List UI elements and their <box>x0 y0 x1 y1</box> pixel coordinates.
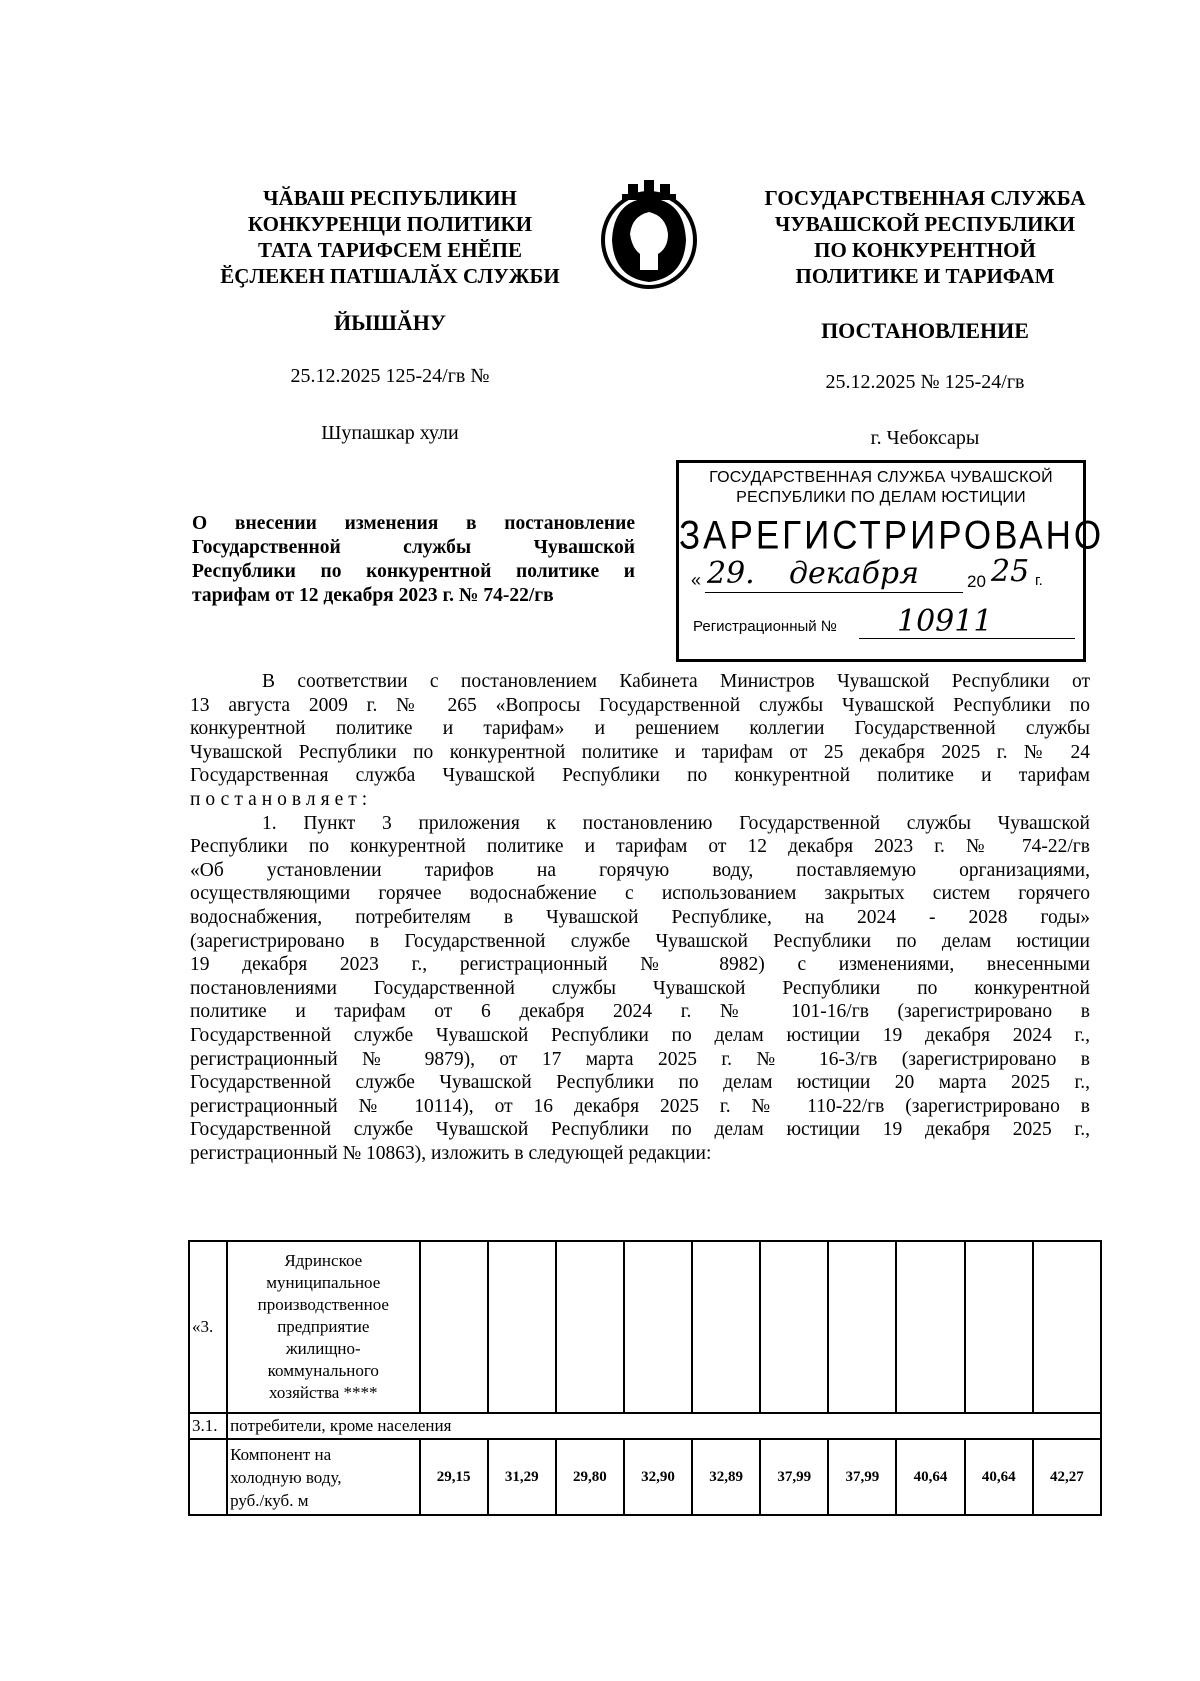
tariff-value: 40,64 <box>896 1439 964 1515</box>
stamp-year-mark: г. <box>1035 572 1043 589</box>
tariff-table <box>188 1240 1102 1516</box>
component-label-line: холодную воду, <box>230 1467 342 1487</box>
sub-number: 3.1. <box>189 1413 227 1439</box>
stamp-quote: « <box>691 570 702 590</box>
body-line: 19 декабря 2023 г., регистрационный № 8982) с изменениями, внесенными <box>190 954 1090 976</box>
header-left-line: КОНКУРЕНЦИ ПОЛИТИКИ <box>247 212 533 236</box>
org-name-line: предприятие <box>277 1317 370 1336</box>
body-line: Республики по конкурентной политике и тарифам от 12 декабря 2023 г. № 74-22/гв <box>190 836 1090 858</box>
subject-line: тарифам от 12 декабря 2023 г. № 74-22/гв <box>192 585 554 606</box>
subject-line: Государственной службы Чувашской <box>192 537 635 558</box>
table-row <box>189 1241 1101 1413</box>
body-line: конкурентной политике и тарифам» и решением коллегии Государственной службы <box>190 718 1090 740</box>
org-name-cell <box>227 1241 419 1413</box>
stamp-registered: ЗАРЕГИСТРИРОВАНО <box>679 513 1105 558</box>
tariff-value: 37,99 <box>760 1439 828 1515</box>
doc-type-right: ПОСТАНОВЛЕНИЕ <box>821 318 1029 343</box>
body-line: (зарегистрировано в Государственной службе Чувашской Республики по делам юстиции <box>190 930 1090 952</box>
body-line: водоснабжения, потребителям в Чувашской Республике, на 2024 - 2028 годы» <box>190 906 1090 928</box>
body-line: политике и тарифам от 6 декабря 2024 г. № 101-16/гв (зарегистрировано в <box>190 1001 1090 1023</box>
component-label-line: Компонент на <box>230 1444 332 1464</box>
header-left-line: ЧӐВАШ РЕСПУБЛИКИН <box>263 186 517 210</box>
sub-label: потребители, кроме населения <box>227 1413 1101 1439</box>
stamp-year-suffix: 25 <box>991 554 1030 589</box>
org-name-line: производственное <box>257 1295 389 1314</box>
row-number: «3. <box>189 1241 227 1413</box>
date-number-left: 25.12.2025 125-24/гв № <box>290 365 490 387</box>
table-cell <box>828 1241 896 1413</box>
header-right-line: ГОСУДАРСТВЕННАЯ СЛУЖБА <box>764 186 1086 210</box>
stamp-reg-row <box>679 604 1083 644</box>
table-cell <box>692 1241 760 1413</box>
org-name-line: коммунального <box>267 1361 379 1380</box>
stamp-org-line: ГОСУДАРСТВЕННАЯ СЛУЖБА ЧУВАШСКОЙ <box>709 469 1053 486</box>
tariff-value: 29,80 <box>556 1439 624 1515</box>
table-cell <box>488 1241 556 1413</box>
stamp-month: декабря <box>789 556 919 591</box>
tariff-value: 40,64 <box>965 1439 1033 1515</box>
body-line: 1. Пункт 3 приложения к постановлению Государственной службы Чувашской <box>262 812 1090 834</box>
body-line: Чувашской Республики по конкурентной политике и тарифам от 25 декабря 2025 г. № 24 <box>190 741 1090 763</box>
org-name-line: Ядринское <box>284 1251 363 1270</box>
body-line: осуществляющими горячее водоснабжение с использованием закрытых систем горячего <box>190 883 1090 905</box>
header-right-line: ПОЛИТИКЕ И ТАРИФАМ <box>795 264 1055 288</box>
body-line: регистрационный № 10114), от 16 декабря 2025 г. № 110-22/гв (зарегистрировано в <box>190 1095 1090 1117</box>
header-right-line: ЧУВАШСКОЙ РЕСПУБЛИКИ <box>774 212 1076 236</box>
subject-line: О внесении изменения в постановление <box>192 513 635 534</box>
body-line: Государственная служба Чувашской Республики по конкурентной политике и тарифам <box>190 765 1090 787</box>
document-body <box>190 670 1090 1165</box>
stamp-day: 29. <box>707 556 755 591</box>
body-line: Государственной службе Чувашской Республики по делам юстиции 19 декабря 2025 г., <box>190 1119 1090 1141</box>
table-cell <box>189 1439 227 1515</box>
org-name-line: жилищно- <box>285 1339 361 1358</box>
table-cell <box>896 1241 964 1413</box>
body-line: Государственной службе Чувашской Республики по делам юстиции 19 декабря 2024 г., <box>190 1024 1090 1046</box>
date-number-right: 25.12.2025 № 125-24/гв <box>825 371 1025 393</box>
stamp-reg-number: 10911 <box>897 604 993 639</box>
stamp-date-row <box>679 554 1083 598</box>
city-left: Шупашкар хули <box>321 422 459 444</box>
tariff-value: 32,89 <box>692 1439 760 1515</box>
doc-type-left: ЙЫШӐНУ <box>333 310 447 335</box>
header-left-line: ТАТА ТАРИФСЕМ ЕНӖПЕ <box>258 238 522 262</box>
table-cell <box>1033 1241 1101 1413</box>
body-line: Государственной службе Чувашской Республики по делам юстиции 20 марта 2025 г., <box>190 1072 1090 1094</box>
body-line: регистрационный № 10863), изложить в следующей редакции: <box>190 1142 712 1164</box>
header-right-line: ПО КОНКУРЕНТНОЙ <box>814 238 1036 262</box>
org-name-line: хозяйства **** <box>269 1383 378 1402</box>
stamp-reg-underline <box>859 638 1075 639</box>
table-row <box>189 1413 1101 1439</box>
tariff-value: 42,27 <box>1033 1439 1101 1515</box>
body-line: 13 августа 2009 г. № 265 «Вопросы Государственной службы Чувашской Республики по <box>190 694 1090 716</box>
body-line: В соответствии с постановлением Кабинета Министров Чувашской Республики от <box>262 671 1090 692</box>
header-left-line: ӖҪЛЕКЕН ПАТШАЛӐХ СЛУЖБИ <box>220 264 560 288</box>
table-row <box>189 1439 1101 1515</box>
city-right: г. Чебоксары <box>870 427 980 449</box>
table-cell <box>624 1241 692 1413</box>
body-line: постановлениями Государственной службы Чувашской Республики по конкурентной <box>190 977 1090 999</box>
table-cell <box>420 1241 488 1413</box>
header-right <box>725 185 1125 289</box>
subject-line: Республики по конкурентной политике и <box>192 561 635 582</box>
body-line: «Об установлении тарифов на горячую воду, поставляемую организациями, <box>190 859 1090 881</box>
body-line: регистрационный № 9879), от 17 марта 2025 г. № 16-3/гв (зарегистрировано в <box>190 1048 1090 1070</box>
registration-stamp <box>676 460 1105 662</box>
table-cell <box>556 1241 624 1413</box>
tariff-value: 29,15 <box>420 1439 488 1515</box>
header-left <box>215 185 565 289</box>
document-subject <box>192 512 635 608</box>
tariff-value: 32,90 <box>624 1439 692 1515</box>
component-label-line: руб./куб. м <box>230 1490 309 1510</box>
table-cell <box>760 1241 828 1413</box>
chuvash-emblem-icon <box>598 178 700 290</box>
tariff-value: 37,99 <box>828 1439 896 1515</box>
stamp-underline <box>705 592 963 593</box>
stamp-reg-label: Регистрационный № <box>693 618 837 635</box>
stamp-year-prefix: 20 <box>967 572 986 591</box>
body-resolves: постановляет: <box>190 788 373 810</box>
component-label <box>227 1439 419 1515</box>
table-cell <box>965 1241 1033 1413</box>
tariff-value: 31,29 <box>488 1439 556 1515</box>
org-name-line: муниципальное <box>266 1273 381 1292</box>
stamp-org-line: РЕСПУБЛИКИ ПО ДЕЛАМ ЮСТИЦИИ <box>736 489 1026 506</box>
